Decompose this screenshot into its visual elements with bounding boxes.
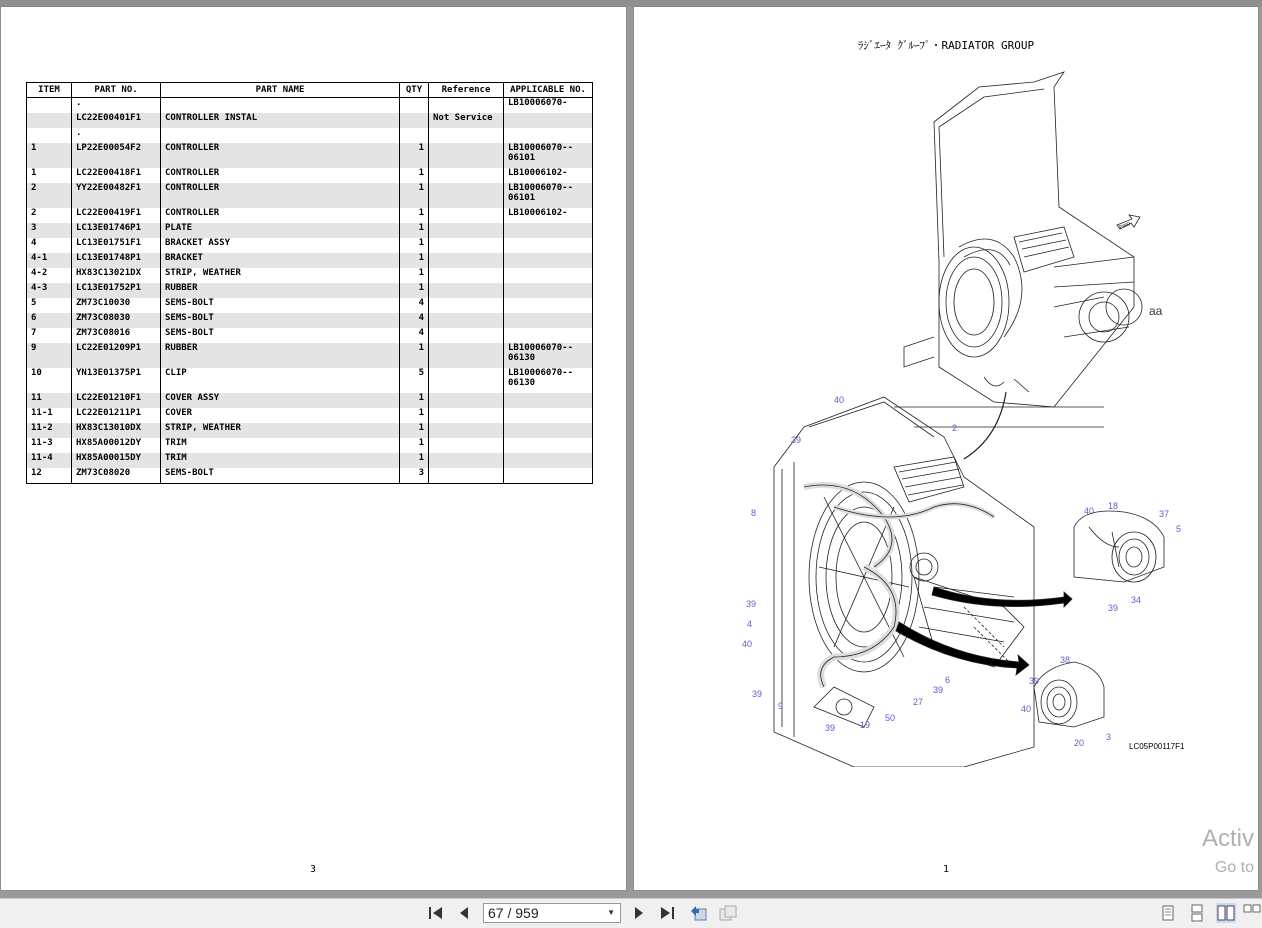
cell-qty: 1 <box>400 408 429 423</box>
cell-part-no: LC22E01209P1 <box>72 343 161 368</box>
table-row <box>27 423 593 438</box>
go-forward-view-icon[interactable] <box>718 903 738 923</box>
cell-reference <box>429 423 504 438</box>
header-reference: Reference <box>429 83 504 98</box>
cell-qty: 1 <box>400 253 429 268</box>
cell-item: 4 <box>27 238 72 253</box>
cell-applicable-no: LB10006070-- 06101 <box>504 183 593 208</box>
cell-item: 2 <box>27 183 72 208</box>
cell-part-no: . <box>72 128 161 143</box>
prev-page-icon[interactable] <box>454 903 474 923</box>
table-row <box>27 168 593 183</box>
cell-qty: 1 <box>400 143 429 168</box>
diagram-callout-label: 2 <box>952 423 958 433</box>
cell-part-no: LC13E01746P1 <box>72 223 161 238</box>
cell-qty <box>400 98 429 114</box>
cell-applicable-no <box>504 238 593 253</box>
cell-reference <box>429 393 504 408</box>
cell-applicable-no <box>504 113 593 128</box>
cell-qty: 1 <box>400 423 429 438</box>
page-number-input[interactable] <box>483 903 621 923</box>
cell-part-no: LC13E01748P1 <box>72 253 161 268</box>
cell-item: 1 <box>27 168 72 183</box>
table-row <box>27 223 593 238</box>
cell-part-name: RUBBER <box>161 343 400 368</box>
cell-part-name: BRACKET ASSY <box>161 238 400 253</box>
cell-qty: 4 <box>400 298 429 313</box>
cell-item: 2 <box>27 208 72 223</box>
cell-reference <box>429 298 504 313</box>
cell-reference <box>429 183 504 208</box>
first-page-icon[interactable] <box>426 903 446 923</box>
cell-part-name: CONTROLLER <box>161 168 400 183</box>
diagram-callout-label: 39 <box>746 599 757 609</box>
radiator-group-diagram <box>634 7 1258 767</box>
diagram-callout-label: 20 <box>1074 738 1085 748</box>
viewer-top-strip <box>0 0 1262 7</box>
cell-item <box>27 113 72 128</box>
cell-qty: 1 <box>400 238 429 253</box>
cell-item: 12 <box>27 468 72 484</box>
cell-reference <box>429 268 504 283</box>
cell-part-no: YY22E00482F1 <box>72 183 161 208</box>
diagram-callout-label: 50 <box>885 713 896 723</box>
cell-part-no: LP22E00054F2 <box>72 143 161 168</box>
cell-qty: 1 <box>400 268 429 283</box>
last-page-icon[interactable] <box>657 903 677 923</box>
cell-reference <box>429 468 504 484</box>
chevron-down-icon[interactable]: ▼ <box>607 908 615 917</box>
cell-item: 6 <box>27 313 72 328</box>
cell-reference <box>429 208 504 223</box>
cell-reference <box>429 343 504 368</box>
cell-applicable-no <box>504 223 593 238</box>
cell-reference <box>429 98 504 114</box>
cell-applicable-no <box>504 283 593 298</box>
table-row <box>27 253 593 268</box>
cell-item: 4-3 <box>27 283 72 298</box>
cell-part-name: CONTROLLER INSTAL <box>161 113 400 128</box>
cell-item <box>27 128 72 143</box>
cell-item: 3 <box>27 223 72 238</box>
parts-table-header <box>27 83 593 98</box>
diagram-callout-label: 40 <box>834 395 845 405</box>
cell-part-name: SEMS-BOLT <box>161 313 400 328</box>
cell-qty: 1 <box>400 208 429 223</box>
cell-qty: 1 <box>400 438 429 453</box>
cell-item: 9 <box>27 343 72 368</box>
cell-applicable-no: LB10006070- <box>504 98 593 114</box>
cell-reference <box>429 223 504 238</box>
cell-reference <box>429 328 504 343</box>
cell-item: 11 <box>27 393 72 408</box>
left-document-page <box>1 7 626 890</box>
right-page-number: 1 <box>943 864 950 875</box>
table-row <box>27 208 593 223</box>
cell-part-name: SEMS-BOLT <box>161 298 400 313</box>
diagram-callout-label: 40 <box>1021 704 1032 714</box>
cell-part-name: CONTROLLER <box>161 143 400 168</box>
diagram-callout-label: 8 <box>751 508 757 518</box>
cell-item: 11-3 <box>27 438 72 453</box>
cell-item: 10 <box>27 368 72 393</box>
cell-qty: 3 <box>400 468 429 484</box>
cell-part-no: HX85A00015DY <box>72 453 161 468</box>
diagram-callout-label: 40 <box>1084 506 1095 516</box>
cell-qty: 5 <box>400 368 429 393</box>
page-title: ﾗｼﾞｴｰﾀ ｸﾞﾙｰﾌﾟ・RADIATOR GROUP <box>857 39 1035 52</box>
header-qty: QTY <box>400 83 429 98</box>
table-row <box>27 408 593 423</box>
cell-applicable-no <box>504 423 593 438</box>
diagram-callout-label: 40 <box>742 639 753 649</box>
cell-part-name: SEMS-BOLT <box>161 328 400 343</box>
cell-qty: 4 <box>400 313 429 328</box>
diagram-callout-label: 39 <box>1108 603 1119 613</box>
cell-applicable-no: LB10006102- <box>504 168 593 183</box>
cell-applicable-no <box>504 298 593 313</box>
diagram-callout-label: 6 <box>945 675 951 685</box>
continuous-view-icon[interactable] <box>1187 903 1207 923</box>
activation-watermark-title: Activ <box>1201 825 1254 852</box>
cell-item: 11-4 <box>27 453 72 468</box>
cell-reference <box>429 408 504 423</box>
two-page-continuous-view-icon[interactable] <box>1242 903 1262 923</box>
table-row <box>27 268 593 283</box>
cell-part-name: COVER <box>161 408 400 423</box>
cell-applicable-no <box>504 393 593 408</box>
table-row <box>27 468 593 484</box>
table-row <box>27 98 593 114</box>
cell-part-name: PLATE <box>161 223 400 238</box>
cell-applicable-no: LB10006102- <box>504 208 593 223</box>
header-part-name: PART NAME <box>161 83 400 98</box>
table-row <box>27 283 593 298</box>
cell-part-name: SEMS-BOLT <box>161 468 400 484</box>
cell-qty: 1 <box>400 393 429 408</box>
diagram-callout-label: 34 <box>1131 595 1142 605</box>
page-number-value: 67 / 959 <box>488 905 539 921</box>
cell-reference: Not Service <box>429 113 504 128</box>
cell-part-no: ZM73C08016 <box>72 328 161 343</box>
diagram-callout-label: 39 <box>791 435 802 445</box>
cell-part-no: . <box>72 98 161 114</box>
table-row <box>27 453 593 468</box>
table-row <box>27 328 593 343</box>
cell-part-no: LC22E00419F1 <box>72 208 161 223</box>
cell-part-no: HX85A00012DY <box>72 438 161 453</box>
cell-part-name <box>161 128 400 143</box>
diagram-callout-label: 3 <box>1106 732 1112 742</box>
cell-reference <box>429 143 504 168</box>
header-item: ITEM <box>27 83 72 98</box>
left-page-number: 3 <box>310 864 317 875</box>
right-document-page <box>634 7 1258 890</box>
table-row <box>27 238 593 253</box>
cell-applicable-no <box>504 268 593 283</box>
cell-part-no: HX83C13010DX <box>72 423 161 438</box>
cell-part-no: YN13E01375P1 <box>72 368 161 393</box>
diagram-callout-label: 27 <box>913 697 924 707</box>
cell-qty: 1 <box>400 283 429 298</box>
fwd-direction-label: FWD <box>1118 221 1132 231</box>
cell-item <box>27 98 72 114</box>
cell-qty <box>400 113 429 128</box>
parts-table <box>26 82 593 484</box>
cell-applicable-no <box>504 128 593 143</box>
header-applicable-no: APPLICABLE NO. <box>504 83 593 98</box>
diagram-callout-label: 39 <box>825 723 836 733</box>
table-row <box>27 183 593 208</box>
cell-applicable-no <box>504 438 593 453</box>
cell-reference <box>429 368 504 393</box>
diagram-callout-label: aa <box>1149 304 1163 318</box>
cell-applicable-no: LB10006070-- 06130 <box>504 343 593 368</box>
viewer-toolbar <box>0 898 1262 928</box>
cell-reference <box>429 453 504 468</box>
single-page-view-icon[interactable] <box>1158 903 1178 923</box>
table-row <box>27 113 593 128</box>
cell-qty: 1 <box>400 343 429 368</box>
table-row <box>27 393 593 408</box>
table-row <box>27 313 593 328</box>
cell-reference <box>429 238 504 253</box>
cell-applicable-no <box>504 468 593 484</box>
cell-part-name: CONTROLLER <box>161 183 400 208</box>
cell-item: 11-1 <box>27 408 72 423</box>
cell-item: 1 <box>27 143 72 168</box>
next-page-icon[interactable] <box>629 903 649 923</box>
cell-item: 4-1 <box>27 253 72 268</box>
diagram-callout-label: 18 <box>1108 501 1119 511</box>
cell-item: 7 <box>27 328 72 343</box>
table-row <box>27 368 593 393</box>
cell-qty: 4 <box>400 328 429 343</box>
cell-applicable-no <box>504 253 593 268</box>
cell-part-no: LC22E01211P1 <box>72 408 161 423</box>
diagram-callout-label: 39 <box>933 685 944 695</box>
table-row <box>27 343 593 368</box>
diagram-callout-label: 4 <box>747 619 753 629</box>
table-row <box>27 438 593 453</box>
cell-qty: 1 <box>400 168 429 183</box>
cell-part-no: HX83C13021DX <box>72 268 161 283</box>
cell-part-name: TRIM <box>161 453 400 468</box>
cell-part-name: CLIP <box>161 368 400 393</box>
cell-part-no: LC22E00401F1 <box>72 113 161 128</box>
header-part-no: PART NO. <box>72 83 161 98</box>
cell-part-name: BRACKET <box>161 253 400 268</box>
cell-qty <box>400 128 429 143</box>
cell-part-name: STRIP, WEATHER <box>161 268 400 283</box>
diagram-callout-label: 38 <box>1060 655 1071 665</box>
cell-part-no: ZM73C10030 <box>72 298 161 313</box>
cell-part-no: LC22E01210F1 <box>72 393 161 408</box>
cell-reference <box>429 283 504 298</box>
cell-reference <box>429 168 504 183</box>
cell-reference <box>429 438 504 453</box>
cell-qty: 1 <box>400 223 429 238</box>
cell-reference <box>429 253 504 268</box>
cell-applicable-no: LB10006070-- 06101 <box>504 143 593 168</box>
diagram-callout-label: 39 <box>752 689 763 699</box>
cell-part-no: ZM73C08030 <box>72 313 161 328</box>
cell-applicable-no <box>504 328 593 343</box>
activation-watermark-subtitle: Go to <box>1214 859 1254 876</box>
cell-item: 5 <box>27 298 72 313</box>
figure-code: LC05P00117F1 <box>1129 742 1185 751</box>
diagram-callout-label: 9 <box>778 701 784 711</box>
cell-part-no: LC13E01751F1 <box>72 238 161 253</box>
cell-applicable-no: LB10006070-- 06130 <box>504 368 593 393</box>
table-row <box>27 143 593 168</box>
cell-item: 4-2 <box>27 268 72 283</box>
two-page-view-icon[interactable] <box>1216 903 1236 923</box>
table-row <box>27 298 593 313</box>
cell-part-name: TRIM <box>161 438 400 453</box>
cell-reference <box>429 128 504 143</box>
cell-item: 11-2 <box>27 423 72 438</box>
cell-applicable-no <box>504 453 593 468</box>
cell-applicable-no <box>504 408 593 423</box>
cell-part-no: ZM73C08020 <box>72 468 161 484</box>
diagram-callout-label: 19 <box>860 720 871 730</box>
go-back-view-icon[interactable] <box>688 903 708 923</box>
diagram-callout-label: 39 <box>1029 676 1040 686</box>
diagram-callout-label: 5 <box>1176 524 1182 534</box>
cell-part-no: LC22E00418F1 <box>72 168 161 183</box>
cell-part-no: LC13E01752P1 <box>72 283 161 298</box>
cell-applicable-no <box>504 313 593 328</box>
cell-reference <box>429 313 504 328</box>
cell-part-name <box>161 98 400 114</box>
diagram-callout-label: 37 <box>1159 509 1170 519</box>
cell-part-name: STRIP, WEATHER <box>161 423 400 438</box>
cell-qty: 1 <box>400 183 429 208</box>
cell-part-name: COVER ASSY <box>161 393 400 408</box>
cell-part-name: CONTROLLER <box>161 208 400 223</box>
table-row <box>27 128 593 143</box>
cell-qty: 1 <box>400 453 429 468</box>
cell-part-name: RUBBER <box>161 283 400 298</box>
